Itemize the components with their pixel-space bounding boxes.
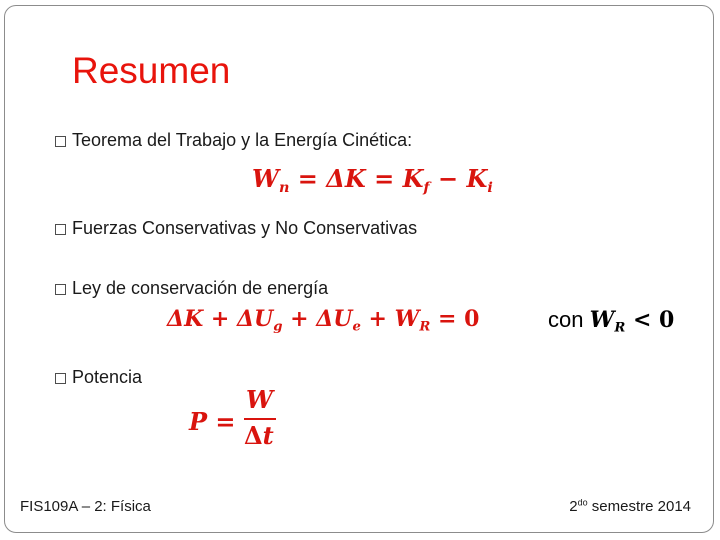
bullet-energy-conservation bbox=[55, 279, 328, 297]
equation-energy-conservation: $\Delta K + \Delta U_g + \Delta U_e + W_R = 0$ bbox=[167, 306, 480, 335]
equation-condition: con $W_R < 0$ bbox=[548, 307, 675, 336]
fraction-bar bbox=[244, 418, 276, 420]
slide-title: Resumen bbox=[72, 50, 231, 91]
bullet-text: Ley de conservación de energía bbox=[72, 278, 329, 298]
equation-work-energy: $W_n = \Delta K = K_f - K_i$ bbox=[252, 164, 493, 197]
footer-semester: $2^{do}$ semestre 2014 bbox=[569, 497, 691, 515]
bullet-box-icon bbox=[55, 136, 66, 147]
bullet-text: Teorema del Trabajo y la Energía Cinética: bbox=[72, 130, 413, 150]
bullet-text: Fuerzas Conservativas y No Conservativas bbox=[72, 218, 418, 238]
bullet-work-energy-theorem bbox=[55, 131, 412, 149]
bullet-box-icon bbox=[55, 224, 66, 235]
bullet-text: Potencia bbox=[72, 367, 143, 387]
footer-course: FIS109A – 2: Física bbox=[20, 498, 151, 515]
bullet-box-icon bbox=[55, 373, 66, 384]
bullet-power bbox=[55, 368, 142, 386]
slide: Resumen Teorema del Trabajo y la Energía Cinética: $W_n = \Delta K = K_f - K_i$ Fuerzas Conservativas y No Conservativas Ley de conservación de energía $\Delta K + \Delta U_g + \Delta U_e + W_R = 0$ con $W_R < 0$ Potencia P = W Δt FIS109A – 2: Física $2^{do}$ semestre 2014 bbox=[4, 5, 714, 533]
bullet-conservative-forces bbox=[55, 219, 417, 237]
bullet-box-icon bbox=[55, 284, 66, 295]
power-denominator: Δt bbox=[244, 421, 274, 450]
power-numerator: W bbox=[246, 385, 273, 414]
